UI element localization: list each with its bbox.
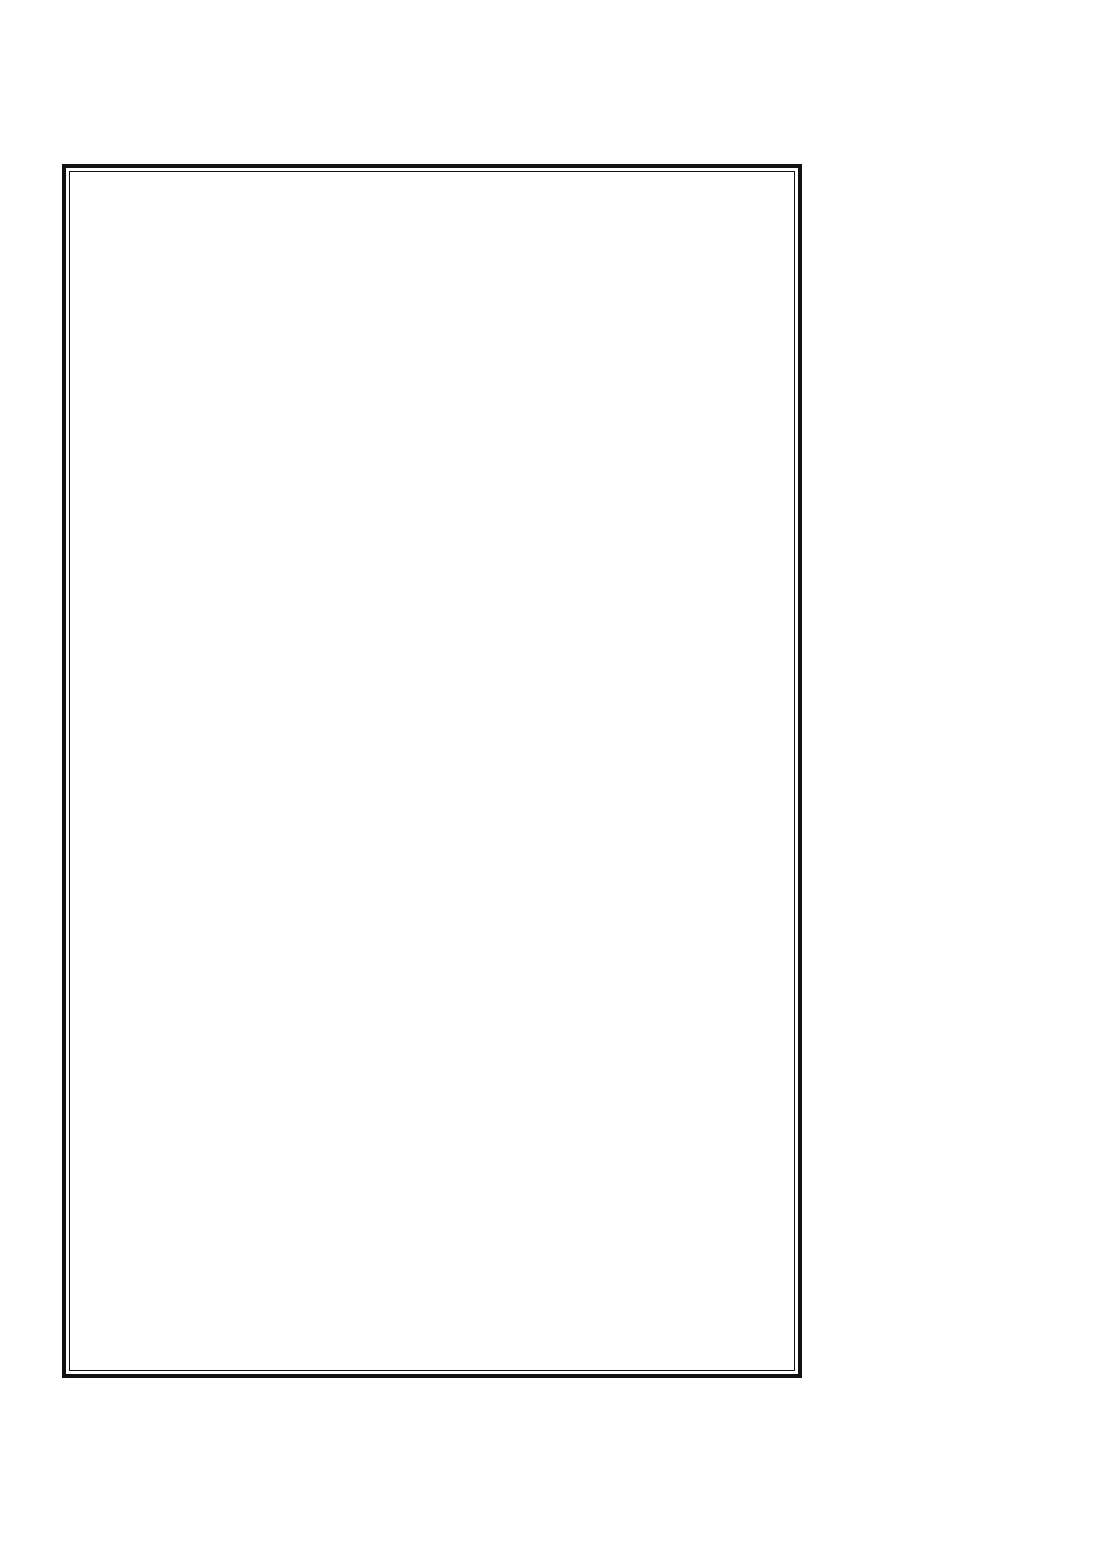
margin-line [816,1363,1066,1397]
margin-line [816,1158,1066,1192]
margin-line [816,611,1066,645]
margin-line [816,235,1066,269]
main-text-line [38,1458,1068,1494]
margin-line [816,1089,1066,1123]
margin-line [816,747,1066,781]
margin-line [816,405,1066,439]
margin-line [816,884,1066,918]
main-text-line [38,1496,1068,1532]
margin-line [816,713,1066,747]
margin-line [816,303,1066,337]
catchword [60,1384,180,1414]
main-text-line [38,86,1068,126]
margin-line [816,542,1066,576]
margin-line [816,816,1066,850]
margin-line [816,1260,1066,1294]
margin-line [816,371,1066,405]
margin-line [816,166,1066,200]
margin-line [816,200,1066,234]
margin-line [816,576,1066,610]
margin-line [816,918,1066,952]
margin-line [816,337,1066,371]
margin-line [816,1192,1066,1226]
main-text-line [38,124,1068,164]
margin-line [816,1226,1066,1260]
margin-line [816,1295,1066,1329]
margin-line [816,782,1066,816]
margin-line [816,269,1066,303]
margin-line [816,508,1066,542]
margin-line [816,1329,1066,1363]
margin-line [816,1055,1066,1089]
margin-line [816,474,1066,508]
margin-line [816,1124,1066,1158]
margin-line [816,679,1066,713]
margin-line [816,850,1066,884]
main-text-line [38,1420,1068,1456]
margin-line [816,1021,1066,1055]
margin-line [816,987,1066,1021]
margin-line [816,645,1066,679]
margin-line [816,953,1066,987]
margin-line [816,440,1066,474]
